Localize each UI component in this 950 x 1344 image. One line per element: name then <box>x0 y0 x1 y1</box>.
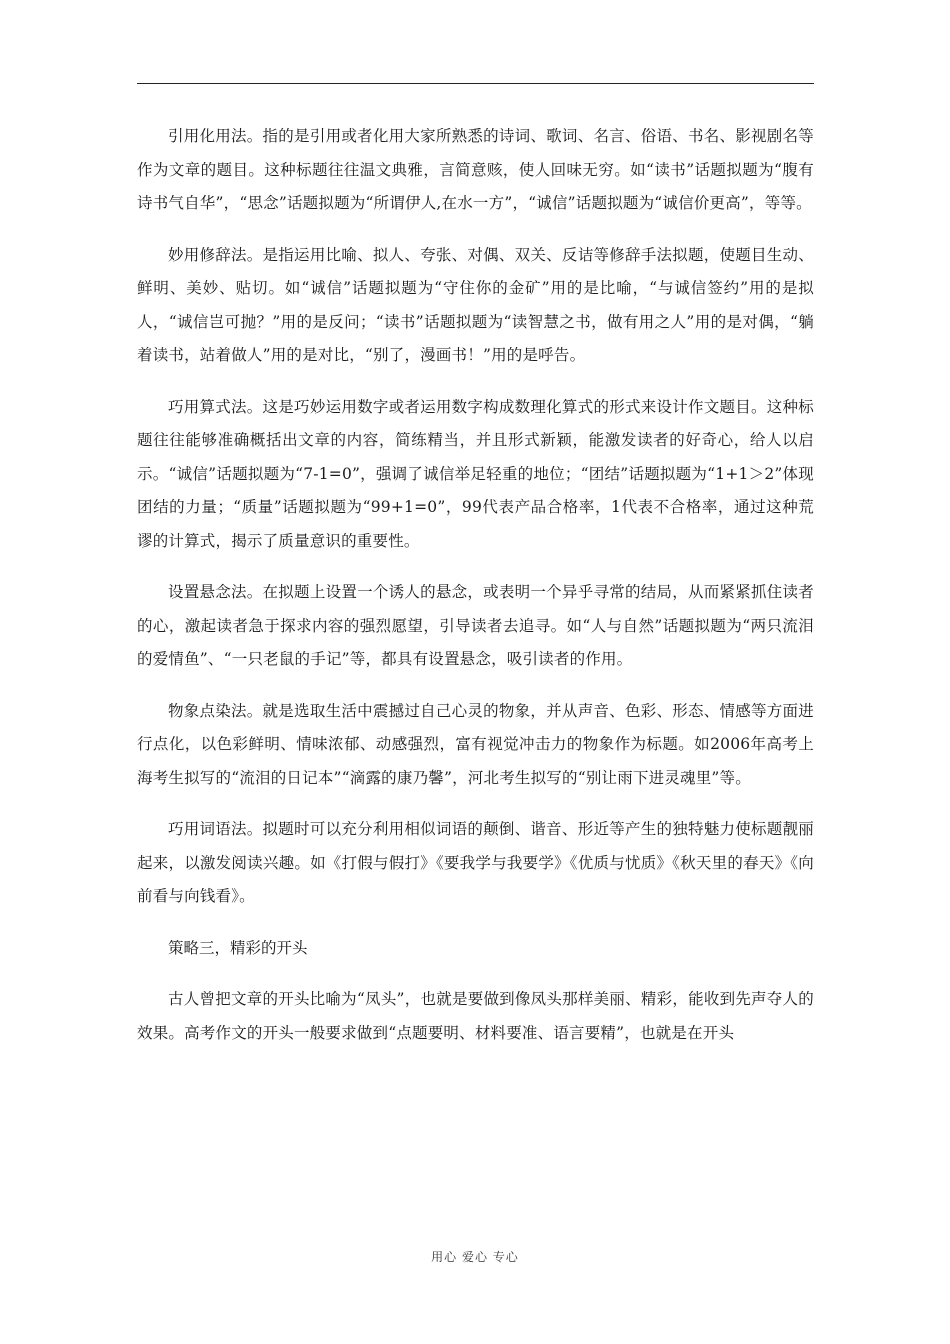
header-rule <box>137 83 814 84</box>
page-footer: 用心 爱心 专心 <box>431 1250 519 1264</box>
paragraph-suspense-method: 设置悬念法。在拟题上设置一个诱人的悬念，或表明一个异乎寻常的结局，从而紧紧抓住读者的心，激起读者急于探求内容的强烈愿望，引导读者去追寻。如“人与自然”话题拟题为“两只流泪的爱情鱼”、“一只老鼠的手记”等，都具有设置悬念，吸引读者的作用。 <box>137 583 814 668</box>
paragraph-opening: 古人曾把文章的开头比喻为“凤头”，也就是要做到像凤头那样美丽、精彩，能收到先声夺人的效果。高考作文的开头一般要求做到“点题要明、材料要准、语言要精”，也就是在开头 <box>137 990 814 1042</box>
paragraph-rhetoric-method: 妙用修辞法。是指运用比喻、拟人、夸张、对偶、双关、反诘等修辞手法拟题，使题目生动、鲜明、美妙、贴切。如“诚信”话题拟题为“守住你的金矿”用的是比喻，“与诚信签约”用的是拟人，“诚信岂可抛？”用的是反问；“读书”话题拟题为“读智慧之书，做有用之人”用的是对偶，“躺着读书，站着做人”用的是对比，“别了，漫画书！”用的是呼告。 <box>137 245 814 364</box>
paragraph-quotation-method: 引用化用法。指的是引用或者化用大家所熟悉的诗词、歌词、名言、俗语、书名、影视剧名等作为文章的题目。这种标题往往温文典雅，言简意赅，使人回味无穷。如“读书”话题拟题为“腹有诗书气自华”，“思念”话题拟题为“所谓伊人,在水一方”，“诚信”话题拟题为“诚信价更高”，等等。 <box>137 127 814 212</box>
paragraph-imagery-method: 物象点染法。就是选取生活中震撼过自己心灵的物象，并从声音、色彩、形态、情感等方面进行点化，以色彩鲜明、情味浓郁、动感强烈，富有视觉冲击力的物象作为标题。如2006年高考上海考生拟写的“流泪的日记本”“滴露的康乃馨”，河北考生拟写的“别让雨下进灵魂里”等。 <box>137 701 814 787</box>
document-body <box>137 120 814 1068</box>
paragraph-formula-method: 巧用算式法。这是巧妙运用数字或者运用数字构成数理化算式的形式来设计作文题目。这种标题往往能够准确概括出文章的内容，简练精当，并且形式新颖，能激发读者的好奇心，给人以启示。“诚信”话题拟题为“7-1=0”，强调了诚信举足轻重的地位；“团结”话题拟题为“1+1＞2”体现团结的力量；“质量”话题拟题为“99+1=0”，99代表产品合格率，1代表不合格率，通过这种荒谬的计算式，揭示了质量意识的重要性。 <box>137 397 814 550</box>
section-heading: 策略三，精彩的开头 <box>168 938 308 957</box>
paragraph-wordplay-method: 巧用词语法。拟题时可以充分利用相似词语的颠倒、谐音、形近等产生的独特魅力使标题靓丽起来，以激发阅读兴趣。如《打假与假打》《要我学与我要学》《优质与忧质》《秋天里的春天》《向前看与向钱看》。 <box>137 820 814 905</box>
